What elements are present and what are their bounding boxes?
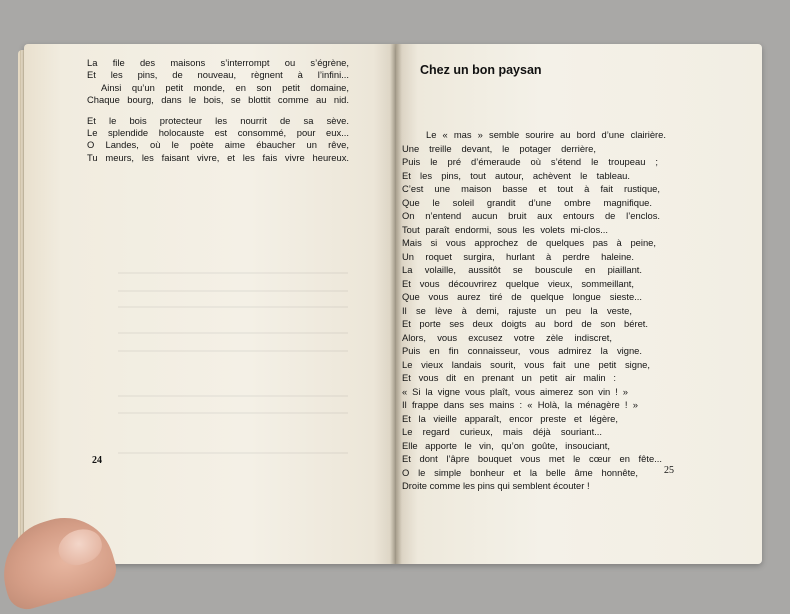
poem-line: Le regard curieux, mais déjà souriant...	[402, 426, 602, 437]
stanza-2	[87, 115, 349, 165]
poem-line: Et les pins, tout autour, achèvent le tableau.	[402, 169, 630, 181]
poem-line: Et dont l’âpre bouquet vous met le cœur en fête...	[402, 453, 662, 464]
poem-line: O le simple bonheur et la belle âme honnête,	[402, 466, 638, 478]
poem-line: Et le bois protecteur les nourrit de sa sève.	[87, 114, 349, 126]
poem-line: Tu meurs, les faisant vivre, et les fais vivre heureux.	[87, 151, 349, 163]
right-poem	[402, 128, 666, 493]
page-number-left: 24	[92, 455, 102, 466]
poem-line: Et porte ses deux doigts au bord de son béret.	[402, 318, 648, 329]
poem-line: Le splendide holocauste est consommé, pour eux...	[87, 127, 349, 139]
poem-line: Un roquet surgira, hurlant à perdre haleine.	[402, 250, 634, 262]
poem-line: Ainsi qu’un petit monde, en son petit domaine,	[101, 81, 349, 93]
poem-title: Chez un bon paysan	[420, 63, 542, 77]
poem-line: Alors, vous excusez votre zèle indiscret,	[402, 331, 612, 343]
show-through-line	[118, 272, 348, 274]
poem-line: Il se lève à demi, rajuste un peu la veste,	[402, 304, 632, 316]
show-through-line	[118, 332, 348, 334]
poem-line: Puis le pré d’émeraude où s’étend le troupeau ;	[402, 156, 658, 167]
poem-line: Le « mas » semble sourire au bord d’une clairière.	[426, 129, 666, 140]
poem-line: Elle apporte le vin, qu’on goûte, insouciant,	[402, 439, 610, 451]
poem-line: La file des maisons s’interrompt ou s’égrène,	[87, 57, 349, 68]
poem-line: Que le soleil grandit d’une ombre magnifique.	[402, 196, 652, 208]
page-number-right: 25	[664, 465, 674, 476]
poem-line: Et vous découvrirez quelque vieux, sommeillant,	[402, 277, 634, 289]
show-through-line	[118, 306, 348, 308]
show-through-line	[118, 452, 348, 454]
poem-line: On n’entend aucun bruit aux entours de l’enclos.	[402, 210, 660, 221]
poem-line: Tout paraît endormi, sous les volets mi-clos...	[402, 223, 608, 235]
stanza-1	[87, 57, 349, 107]
poem-line: O Landes, où le poète aime ébaucher un rêve,	[87, 139, 349, 151]
poem-line: Le vieux landais sourit, vous fait une petit signe,	[402, 358, 650, 370]
poem-line: Et la vieille apparaît, encor preste et légère,	[402, 412, 618, 424]
show-through-line	[118, 290, 348, 292]
poem-line: C’est une maison basse et tout à fait rustique,	[402, 183, 660, 194]
show-through-line	[118, 395, 348, 397]
poem-line: Chaque bourg, dans le bois, se blottit comme au nid.	[87, 94, 349, 106]
left-poem	[87, 57, 349, 164]
book-spine-gutter	[390, 44, 402, 564]
poem-line: Droite comme les pins qui semblent écouter !	[402, 480, 590, 491]
poem-line: La volaille, aussitôt se bouscule en piaillant.	[402, 264, 642, 275]
poem-line: Une treille devant, le potager derrière,	[402, 142, 596, 154]
poem-line: Il frappe dans ses mains : « Holà, la ménagère ! »	[402, 399, 638, 410]
poem-line: Et les pins, de nouveau, règnent à l’infini...	[87, 69, 349, 81]
poem-line: Puis en fin connaisseur, vous admirez la vigne.	[402, 345, 642, 356]
show-through-line	[118, 412, 348, 414]
poem-line: Que vous aurez tiré de quelque longue sieste...	[402, 291, 642, 302]
poem-line: « Si la vigne vous plaît, vous aimerez son vin ! »	[402, 385, 628, 397]
poem-line: Et vous dit en prenant un petit air malin :	[402, 372, 616, 383]
show-through-line	[118, 350, 348, 352]
poem-line: Mais si vous approchez de quelques pas à peine,	[402, 237, 656, 248]
